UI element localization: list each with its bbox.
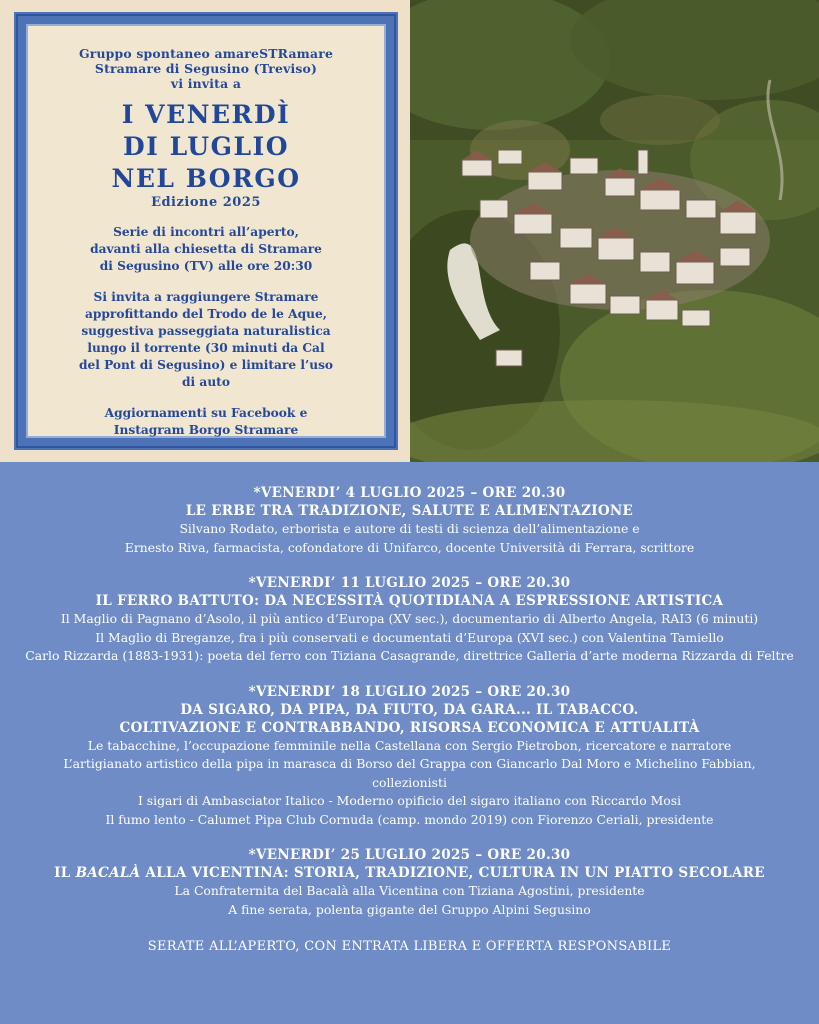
event-detail: A fine serata, polenta gigante del Gruppo Alpini Segusino [228, 901, 591, 917]
title-line-1: I VENERDÌ [121, 100, 291, 129]
event-title: LE ERBE TRA TRADIZIONE, SALUTE E ALIMENTAZIONE [185, 503, 634, 519]
title-line-3: NEL BORGO [111, 164, 301, 193]
series-line: davanti alla chiesetta di Stramare [90, 242, 322, 256]
series-description [28, 224, 384, 275]
walk-line: lungo il torrente (30 minuti da Cal [87, 341, 325, 355]
walk-line: di auto [182, 375, 230, 389]
event-date: *VENERDI’ 25 LUGLIO 2025 – ORE 20.30 [248, 847, 571, 863]
program-section [0, 462, 819, 1024]
title-line-2: DI LUGLIO [123, 132, 289, 161]
event-date: *VENERDI’ 4 LUGLIO 2025 – ORE 20.30 [253, 485, 566, 501]
title-prefix: IL [54, 865, 76, 881]
event-title: IL FERRO BATTUTO: DA NECESSITÀ QUOTIDIANA A ESPRESSIONE ARTISTICA [95, 593, 724, 609]
walk-description [28, 289, 384, 391]
event-detail: Il fumo lento - Calumet Pipa Club Cornuda (camp. mondo 2019) con Fiorenzo Ceriali, presidente [105, 811, 714, 827]
invite-content [26, 24, 386, 438]
poster-top [0, 0, 819, 462]
intro-line-3: vi invita a [170, 76, 242, 91]
intro-line-1 [28, 46, 384, 61]
updates-info [28, 405, 384, 439]
title-suffix: ALLA VICENTINA: STORIA, TRADIZIONE, CULTURA IN UN PIATTO SECOLARE [140, 865, 765, 881]
event-block [0, 666, 819, 830]
village-painting-art [410, 0, 819, 462]
event-title [28, 99, 384, 195]
event-title-2: COLTIVAZIONE E CONTRABBANDO, RISORSA ECONOMICA E ATTUALITÀ [119, 719, 700, 736]
series-line: Serie di incontri all’aperto, [113, 225, 299, 239]
title-italic: BACALÀ [75, 865, 141, 881]
event-date: *VENERDI’ 18 LUGLIO 2025 – ORE 20.30 [248, 683, 571, 700]
social-handle: Borgo Stramare [188, 423, 299, 437]
event-block [0, 557, 819, 666]
updates-line-1: Aggiornamenti su Facebook e [104, 406, 308, 420]
invite-frame [14, 12, 398, 450]
event-block [0, 462, 819, 557]
event-detail: Carlo Rizzarda (1883-1931): poeta del ferro con Tiziana Casagrande, direttrice Galleria d’arte moderna Rizzarda di Feltre [25, 648, 794, 663]
event-date: *VENERDI’ 11 LUGLIO 2025 – ORE 20.30 [248, 575, 571, 591]
event-block [0, 829, 819, 919]
walk-line: suggestiva passeggiata naturalistica [81, 324, 331, 338]
event-detail: L’artigianato artistico della pipa in marasca di Borso del Grappa con Giancarlo Dal Moro e Michelino Fabbian, [63, 756, 756, 771]
footer-note: SERATE ALL’APERTO, CON ENTRATA LIBERA E OFFERTA RESPONSABILE [147, 939, 672, 954]
walk-line: del Pont di Segusino) e limitare l’uso [78, 358, 334, 372]
event-detail: Le tabacchine, l’occupazione femminile nella Castellana con Sergio Pietrobon, ricercatore e narratore [87, 737, 732, 753]
series-line: di Segusino (TV) alle ore 20:30 [99, 259, 313, 273]
event-detail: La Confraternita del Bacalà alla Vicentina con Tiziana Agostini, presidente [174, 883, 645, 898]
invite-panel [0, 0, 410, 462]
event-title: DA SIGARO, DA PIPA, DA FIUTO, DA GARA... IL TABACCO. [180, 701, 639, 718]
event-detail: Il Maglio di Breganze, fra i più conservati e documentati d’Europa (XVI sec.) con Valentina Tamiello [95, 629, 724, 645]
event-detail: Silvano Rodato, erborista e autore di testi di scienza dell’alimentazione e [179, 521, 640, 536]
event-detail: Il Maglio di Pagnano d’Asolo, il più antico d’Europa (XV sec.), documentario di Alberto Angela, RAI3 (6 minuti) [60, 611, 759, 626]
intro-line-2: Stramare di Segusino (Treviso) [94, 61, 318, 76]
walk-line: Si invita a raggiungere Stramare [93, 290, 319, 304]
walk-line: approfittando del Trodo de le Aque, [84, 307, 328, 321]
edition-label: Edizione 2025 [151, 195, 261, 210]
intro-text: Gruppo spontaneo [78, 46, 215, 61]
village-painting [410, 0, 819, 462]
event-detail: collezionisti [372, 774, 447, 790]
event-title [0, 864, 819, 882]
updates-prefix: Instagram [113, 423, 189, 437]
group-name: amareSTRamare [214, 46, 334, 61]
event-detail: I sigari di Ambasciator Italico - Moderno opificio del sigaro italiano con Riccardo Mosi [137, 793, 682, 808]
event-detail: Ernesto Riva, farmacista, cofondatore di Unifarco, docente Università di Ferrara, scrittore [124, 539, 695, 555]
